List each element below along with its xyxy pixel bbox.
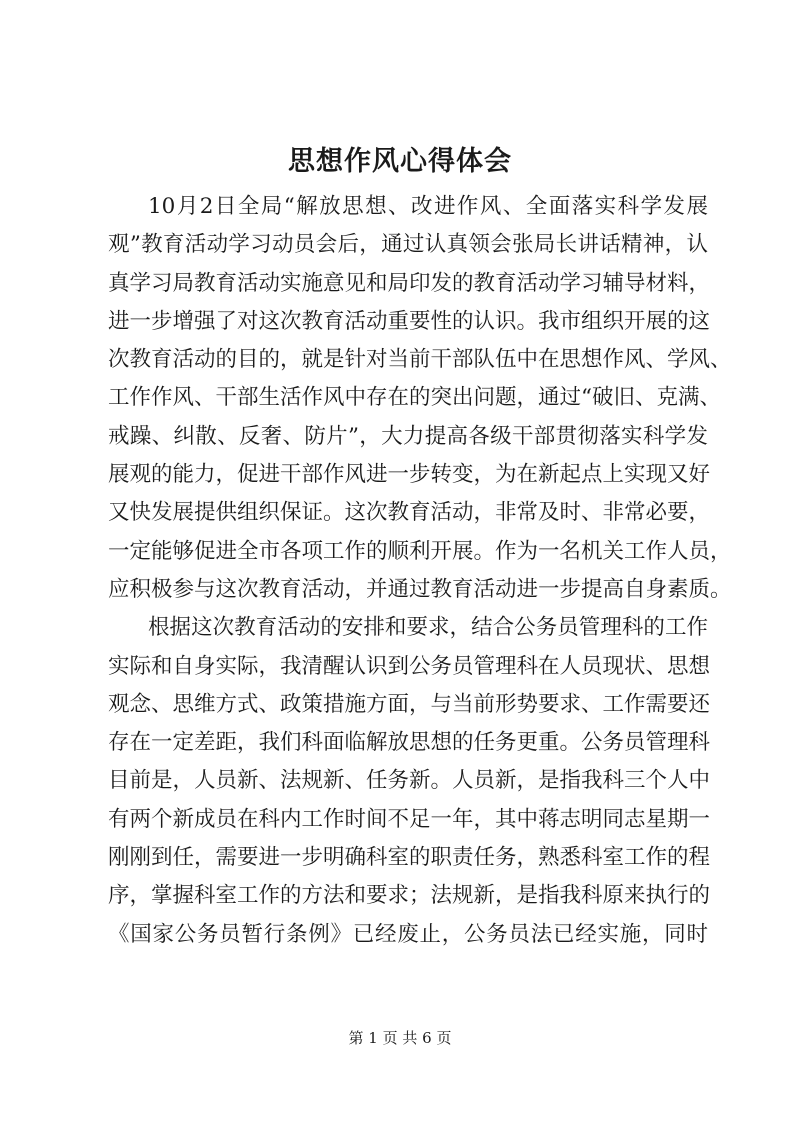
text-line: 目前是，人员新、法规新、任务新。人员新，是指我科三个人中 — [108, 768, 711, 794]
text-line: 展观的能力，促进干部作风进一步转变，为在新起点上实现又好 — [108, 462, 711, 488]
text-line: 实际和自身实际，我清醒认识到公务员管理科在人员现状、思想 — [108, 653, 711, 679]
text-line: 有两个新成员在科内工作时间不足一年，其中蒋志明同志星期一 — [108, 806, 711, 832]
text-line: 观”教育活动学习动员会后，通过认真领会张局长讲话精神，认 — [108, 232, 708, 258]
document-body — [108, 188, 732, 954]
text-line: 一定能够促进全市各项工作的顺利开展。作为一名机关工作人员， — [108, 538, 732, 564]
page-footer: 第 1 页 共 6 页 — [348, 1029, 452, 1047]
text-line: 根据这次教育活动的安排和要求，结合公务员管理科的工作 — [148, 615, 708, 641]
text-line: 应积极参与这次教育活动，并通过教育活动进一步提高自身素质。 — [108, 576, 732, 602]
text-line: 工作作风、干部生活作风中存在的突出问题，通过“破旧、克满、 — [108, 385, 721, 411]
text-line: 序，掌握科室工作的方法和要求；法规新，是指我科原来执行的 — [108, 883, 711, 909]
page-title: 思想作风心得体会 — [288, 146, 512, 177]
text-line: 戒躁、纠散、反奢、防片”，大力提高各级干部贯彻落实科学发 — [108, 423, 708, 449]
text-line: 观念、思维方式、政策措施方面，与当前形势要求、工作需要还 — [108, 691, 711, 717]
text-line: 真学习局教育活动实施意见和局印发的教育活动学习辅导材料， — [108, 270, 711, 296]
text-line: 又快发展提供组织保证。这次教育活动，非常及时、非常必要， — [108, 500, 711, 526]
text-line: 10月2日全局“解放思想、改进作风、全面落实科学发展 — [148, 194, 708, 219]
text-line: 《国家公务员暂行条例》已经废止，公务员法已经实施，同时 — [108, 921, 708, 947]
text-line: 刚刚到任，需要进一步明确科室的职责任务，熟悉科室工作的程 — [108, 845, 711, 871]
text-line: 存在一定差距，我们科面临解放思想的任务更重。公务员管理科 — [108, 730, 711, 756]
paragraph-2 — [108, 609, 711, 954]
text-line: 进一步增强了对这次教育活动重要性的认识。我市组织开展的这 — [108, 308, 711, 334]
paragraph-1 — [108, 188, 732, 609]
text-line: 次教育活动的目的，就是针对当前干部队伍中在思想作风、学风、 — [108, 347, 732, 373]
